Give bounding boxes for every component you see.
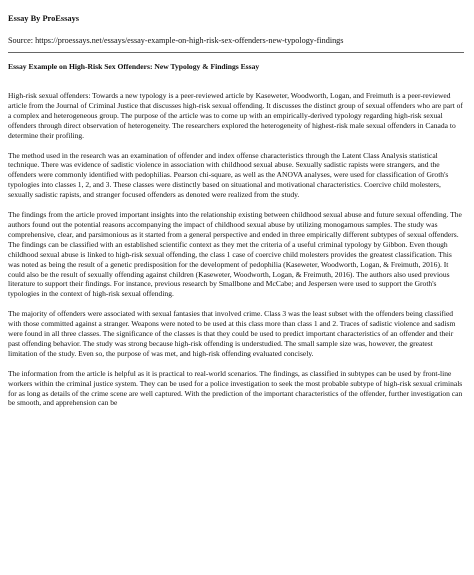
essay-paragraph-3: The findings from the article proved important insights into the relationship existing between childhood sexual abuse and future sexual offending. The authors found out the potential reasons accompanying the impact of childhood sexual abuse by utilizing monogamous samples. The study was comprehensive, clear, and parsimonious as it started from a general perspective and ended in three empirically different subtypes of sexual offenders. The findings can be classified with an established scientific context as they met the criteria of a useful criminal typology by Gibbon. Even though childhood sexual abuse is linked to high-risk sexual offending, the class 1 case of coercive child molesters provides the greatest classification. This was noted as being the result of a genetic predisposition for the development of pedophilia (Kaseweter, Woodworth, Logan, & Freimuth, 2016). It could also be the result of sexually offending against children (Kaseweter, Woodworth, Logan, & Freimuth, 2016). The authors also used previous literature to support their findings. For instance, previous research by Smallbone and McCabe; and Jespersen were used to support the Groth's typologies in the context of high-risk sexual offending. [8, 210, 462, 299]
essay-body [8, 91, 464, 408]
essay-paragraph-4: The majority of offenders were associated with sexual fantasies that involved crime. Class 3 was the least subset with the offenders being classified with those committed against a stranger. Weapons were noted to be used at this class more than class 1 and 2. Traces of sadistic violence and sadism were found in all three classes. The significance of the classes is that they could be used to predict important characteristics of an offender and their past offending behavior. The study was strong because high-risk offending is understudied. The small sample size was, however, the greatest limitation of the study. Even so, the purpose of was met, and high-risk offending evaluated concisely. [8, 309, 456, 358]
essay-paragraph-1: High-risk sexual offenders: Towards a new typology is a peer-reviewed article by Kaseweter, Woodworth, Logan, and Freimuth is a peer-reviewed article from the Journal of Criminal Justice that discusses high-risk sexual offending. It discusses the distinct group of sexual offenders who are part of a complex and heterogeneous group. The purpose of the article was to come up with an empirically-derived typology regarding high-risk sexual offenders through direct observation of heterogeneity. The researchers explored the heterogeneity of highest-risk male sexual offenders in Canada to determine their profiling. [8, 91, 463, 140]
essay-paragraph-5: The information from the article is helpful as it is practical to real-world scenarios. The findings, as classified in subtypes can be used by front-line workers within the criminal justice system. They can be used for a police investigation to seek the most probable subtype of high-risk sexual criminals for as long as details of the crime scene are well captured. With the prediction of the important characteristics of the offender, further investigation can be smooth, and apprehension can be [8, 368, 463, 408]
header-divider [8, 52, 464, 53]
site-title: Essay By ProEssays [8, 14, 80, 23]
source-label: Source: [8, 36, 34, 45]
source-line [8, 36, 464, 46]
essay-paragraph-2: The method used in the research was an examination of offender and index offense characteristics through the Latent Class Analysis statistical technique. There was evidence of sadistic violence in association with childhood sexual abuse. Sexually sadistic rapists were strangers, and the offenders were commonly identified with pedophilias. Pearson chi-square, as well as the ANOVA analyses, were used for classification of Groth's typologies into classes 1, 2, and 3. These classes were distinctly based on situational and motivational characteristics. Coercive child molesters, sexually sadistic rapists, and stranger focused offenders as denoted were realized from the study. [8, 150, 449, 200]
essay-title: Essay Example on High-Risk Sex Offenders: New Typology & Findings Essay [8, 62, 260, 71]
source-url[interactable]: https://proessays.net/essays/essay-example-on-high-risk-sex-offenders-new-typology-findings [35, 36, 344, 45]
